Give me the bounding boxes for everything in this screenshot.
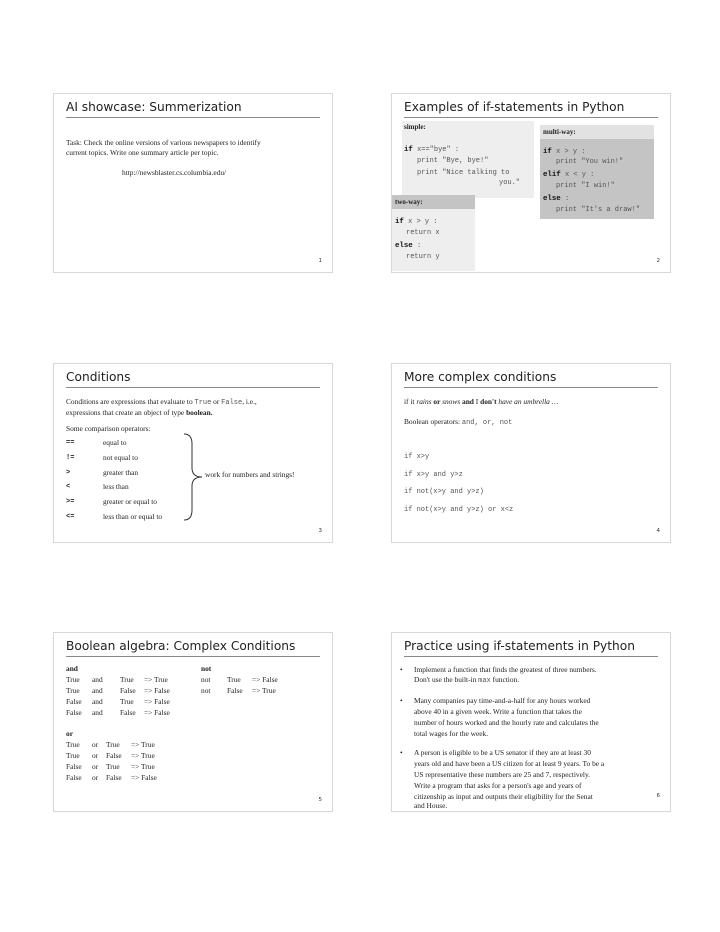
table-cell: => True [131, 762, 155, 771]
simple-if-line [404, 144, 459, 155]
snows-word: snows [442, 397, 461, 406]
table-cell: => True [144, 675, 168, 684]
bullet-icon: • [400, 696, 403, 705]
boolean-operators-label: Boolean operators: [404, 417, 462, 426]
and-word: and [460, 397, 476, 406]
and-heading: and [66, 664, 78, 673]
page-number: 4 [656, 528, 660, 534]
conditions-intro-line-2 [66, 408, 213, 418]
if-keyword: if [543, 148, 552, 156]
table-cell: False [106, 751, 122, 760]
simple-condition: x=="bye" : [412, 146, 460, 154]
twoway-label: two-way: [395, 198, 423, 206]
bullet-icon: • [400, 665, 403, 674]
intro-text: Conditions are expressions that evaluate to [66, 397, 195, 406]
table-cell: => False [252, 675, 278, 684]
if-keyword: if [395, 218, 404, 226]
exercise-3-line: US representative these numbers are 25 and 7, respectively. [414, 770, 591, 779]
if-keyword: if [404, 146, 413, 154]
table-cell: True [106, 740, 120, 749]
exercise-2-line: Many companies pay time-and-a-half for any hours worked [414, 696, 591, 705]
slide-title: Practice using if-statements in Python [404, 639, 635, 653]
title-rule [404, 117, 658, 118]
table-cell: True [66, 751, 80, 760]
comparison-operators-label: Some comparison operators: [66, 424, 151, 433]
intro-text-2: expressions that create an object of type [66, 408, 187, 417]
table-cell: and [92, 675, 103, 684]
umbrella-sentence [404, 397, 558, 407]
page-number: 1 [318, 258, 322, 264]
exercise-1-text-end: function. [490, 675, 520, 684]
multiway-print-draw: print "It's a draw!" [556, 206, 641, 214]
else-colon: : [412, 242, 422, 250]
umbrella-text: have an umbrella … [496, 397, 559, 406]
slide-6 [391, 632, 671, 812]
boolean-word: boolean. [186, 408, 213, 417]
table-cell: True [66, 686, 80, 695]
exercise-3-line: and House. [414, 801, 448, 810]
twoway-condition: x > y : [403, 218, 438, 226]
multiway-else-line [543, 193, 569, 204]
table-cell: True [66, 675, 80, 684]
conditions-intro-line-1 [66, 397, 257, 408]
operator-description: not equal to [103, 453, 138, 462]
table-cell: and [92, 708, 103, 717]
operator-symbol: == [66, 439, 75, 447]
operator-description: greater or equal to [103, 497, 157, 506]
table-cell: False [120, 708, 136, 717]
brace-note: work for numbers and strings! [205, 470, 295, 479]
elif-keyword: elif [543, 171, 561, 179]
table-cell: or [92, 751, 99, 760]
operator-symbol: <= [66, 513, 75, 521]
operator-description: less than [103, 482, 129, 491]
slide-2 [391, 93, 671, 273]
table-cell: not [201, 675, 211, 684]
table-cell: or [92, 740, 99, 749]
table-cell: True [120, 697, 134, 706]
operator-symbol: < [66, 483, 71, 491]
table-cell: and [92, 686, 103, 695]
simple-print-nice-cont: you." [499, 179, 521, 187]
boolean-operators-code: and, or, not [461, 419, 513, 427]
multiway-print-you-win: print "You win!" [556, 158, 624, 166]
slide-title: More complex conditions [404, 370, 557, 384]
if-it-text: if it [404, 397, 417, 406]
or-word: or [431, 397, 443, 406]
simple-print-nice: print "Nice talking to [417, 169, 510, 177]
else-keyword: else [395, 242, 413, 250]
title-rule [66, 117, 320, 118]
false-literal: False [221, 399, 243, 407]
exercise-2-line: total wages for the week. [414, 729, 489, 738]
twoway-return-x: return x [406, 229, 440, 237]
title-rule [404, 387, 658, 388]
table-cell: => True [131, 751, 155, 760]
condition-example: if x>y and y>z [404, 471, 463, 479]
operator-symbol: > [66, 469, 71, 477]
simple-label: simple: [404, 123, 426, 131]
exercise-3-line: citizenship as input and outputs their eligibility for the Senat [414, 792, 593, 801]
table-cell: False [120, 686, 136, 695]
exercise-1-line-2 [414, 675, 519, 686]
table-cell: or [92, 773, 99, 782]
table-cell: False [106, 773, 122, 782]
else-keyword: else [543, 195, 561, 203]
dont-word: don't [480, 397, 497, 406]
operator-description: equal to [103, 438, 127, 447]
not-heading: not [201, 664, 212, 673]
title-rule [66, 656, 320, 657]
table-cell: False [66, 708, 82, 717]
true-literal: True [194, 399, 212, 407]
slide-title: AI showcase: Summerization [66, 100, 242, 114]
table-cell: => False [144, 686, 170, 695]
slide-title: Examples of if-statements in Python [404, 100, 625, 114]
table-cell: False [66, 773, 82, 782]
operator-description: greater than [103, 468, 139, 477]
exercise-1-text: Don't use the built-in [414, 675, 479, 684]
slide-5 [53, 632, 333, 812]
twoway-if-line [395, 216, 437, 227]
twoway-return-y: return y [406, 253, 440, 261]
table-cell: => False [131, 773, 157, 782]
i-word: I [475, 397, 481, 406]
max-code: max [478, 677, 491, 685]
table-cell: => True [252, 686, 276, 695]
table-cell: or [92, 762, 99, 771]
condition-example: if x>y [404, 453, 430, 461]
exercise-3-line: years old and have been a US citizen for at least 9 years. To be a [414, 759, 605, 768]
multiway-print-i-win: print "I win!" [556, 182, 615, 190]
title-rule [404, 656, 658, 657]
twoway-else-line [395, 240, 421, 251]
table-cell: not [201, 686, 211, 695]
exercise-2-line: above 40 in a given week. Write a function that takes the [414, 707, 582, 716]
exercise-3-line: A person is eligible to be a US senator if they are at least 30 [414, 748, 591, 757]
table-cell: True [106, 762, 120, 771]
slide-4 [391, 363, 671, 543]
operator-description: less than or equal to [103, 512, 163, 521]
page-number: 6 [656, 793, 660, 799]
multiway-if-line [543, 146, 585, 157]
intro-text-end: , i.e., [242, 397, 257, 406]
table-cell: True [66, 740, 80, 749]
multiway-label: multi-way: [543, 128, 576, 136]
slide-title: Boolean algebra: Complex Conditions [66, 639, 296, 653]
table-cell: False [227, 686, 243, 695]
else-colon: : [560, 195, 570, 203]
condition-example: if not(x>y and y>z) or x<z [404, 506, 514, 514]
multiway-elif-line [543, 169, 594, 180]
boolean-operators-line [404, 417, 512, 428]
exercise-1-line-1: Implement a function that finds the greatest of three numbers. [414, 665, 597, 674]
exercise-3-line: Write a program that asks for a person's age and years of [414, 781, 582, 790]
page-number: 2 [656, 258, 660, 264]
table-cell: True [120, 675, 134, 684]
slide-title: Conditions [66, 370, 131, 384]
task-text-line-1: Task: Check the online versions of various newspapers to identify [66, 138, 261, 147]
title-rule [66, 387, 320, 388]
table-cell: => False [144, 708, 170, 717]
multiway-condition-1: x > y : [551, 148, 586, 156]
table-cell: and [92, 697, 103, 706]
curly-brace-icon [182, 432, 206, 522]
slide-1 [53, 93, 333, 273]
page-number: 3 [318, 528, 322, 534]
table-cell: => False [144, 697, 170, 706]
table-cell: => True [131, 740, 155, 749]
exercise-2-line: number of hours worked and the hourly rate and calculates the [414, 718, 599, 727]
rains-word: rains [416, 397, 432, 406]
table-cell: True [227, 675, 241, 684]
or-heading: or [66, 729, 73, 738]
multiway-condition-2: x < y : [560, 171, 595, 179]
operator-symbol: >= [66, 498, 75, 506]
page-number: 5 [318, 797, 322, 803]
simple-print-bye: print "Bye, bye!" [417, 157, 489, 165]
table-cell: False [66, 697, 82, 706]
task-text-line-2: current topics. Write one summary article per topic. [66, 148, 219, 157]
bullet-icon: • [400, 748, 403, 757]
table-cell: False [66, 762, 82, 771]
or-text: or [211, 397, 222, 406]
newsblaster-url: http://newsblaster.cs.columbia.edu/ [122, 168, 227, 177]
operator-symbol: != [66, 454, 75, 462]
condition-example: if not(x>y and y>z) [404, 488, 484, 496]
slide-3 [53, 363, 333, 543]
